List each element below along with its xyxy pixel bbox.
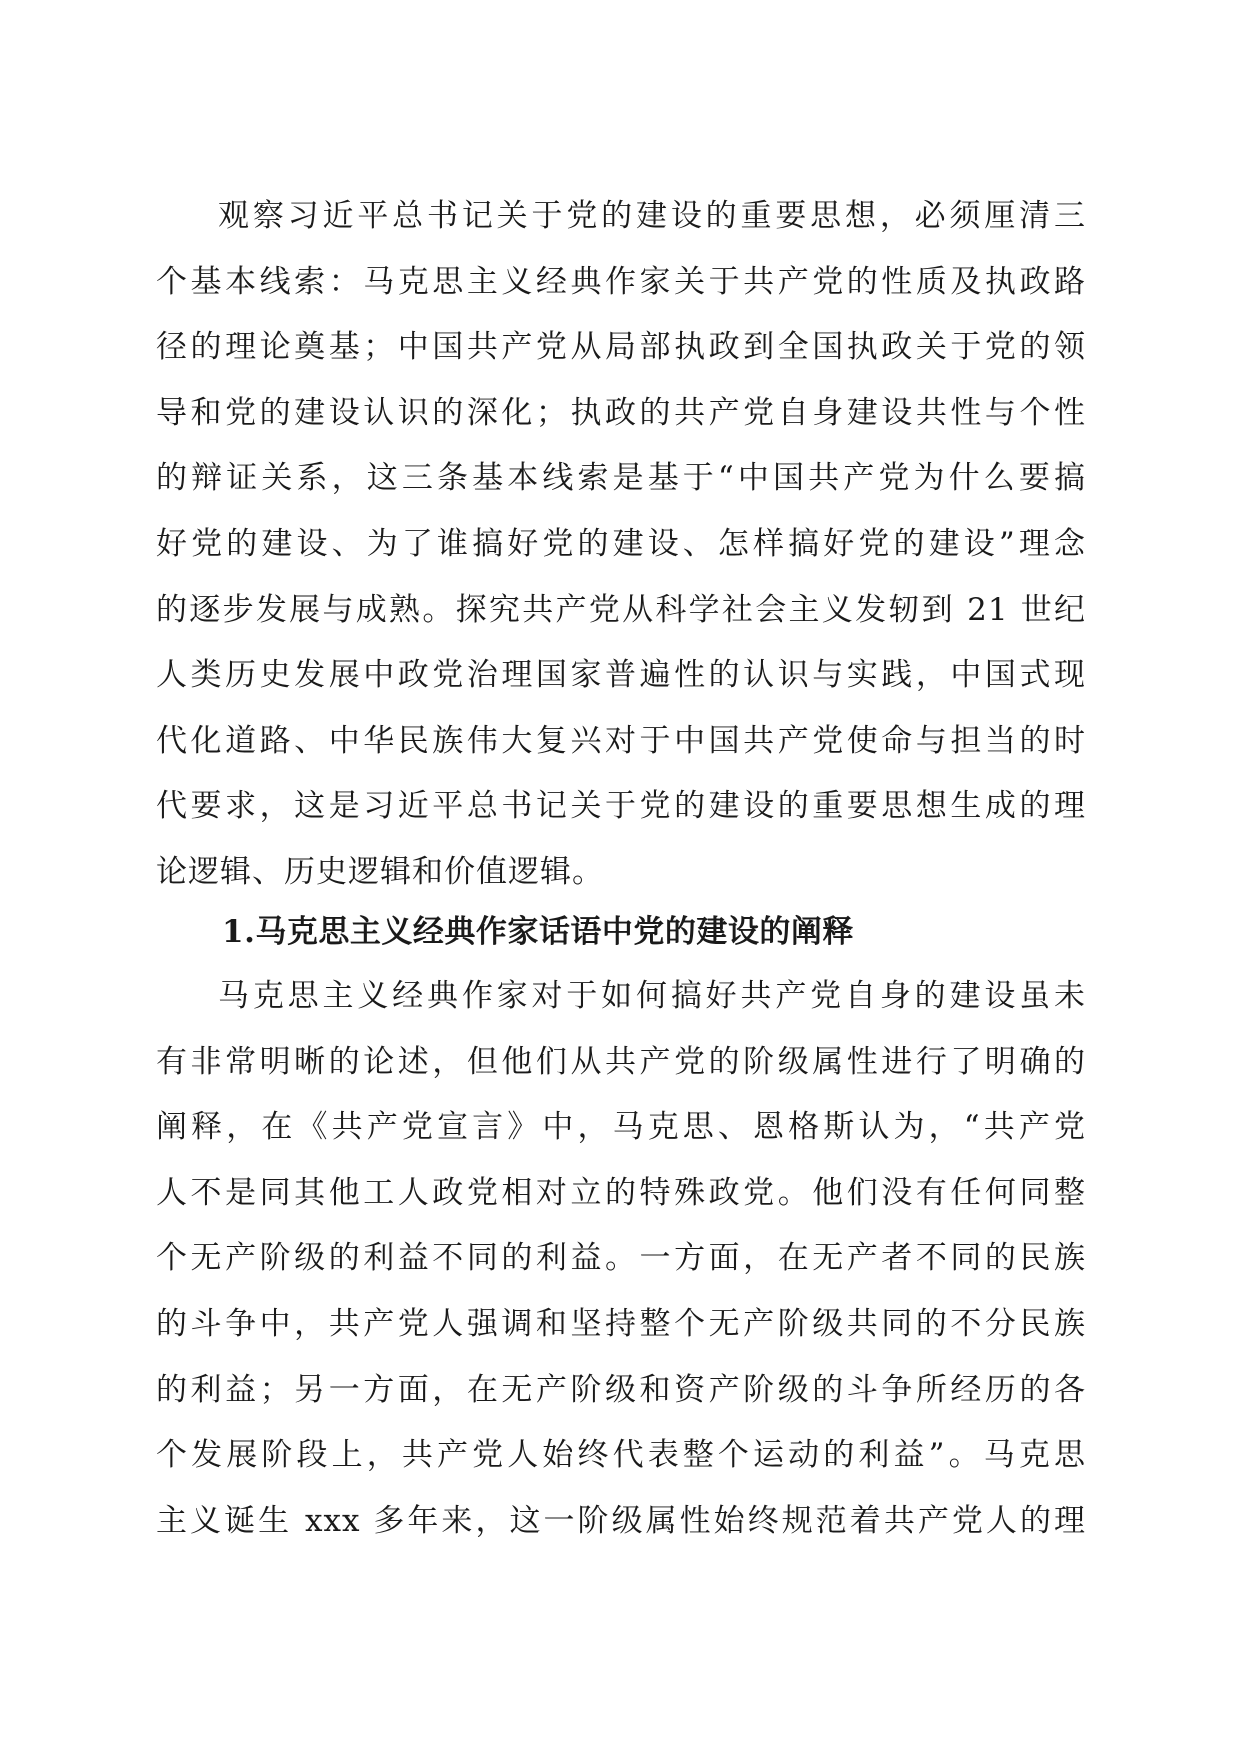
section-heading-container (156, 900, 1086, 966)
paragraph-line: 的利益；另一方面，在无产阶级和资产阶级的斗争所经历的各 (156, 1371, 1086, 1408)
paragraph-line: 径的理论奠基；中国共产党从局部执政到全国执政关于党的领 (156, 329, 1086, 366)
paragraph-line: 主义诞生 xxx 多年来，这一阶级属性始终规范着共产党人的理 (156, 1502, 1086, 1539)
paragraph-intro (156, 184, 1086, 906)
paragraph-line: 人不是同其他工人政党相对立的特殊政党。他们没有任何同整 (156, 1174, 1086, 1211)
paragraph-line: 的斗争中，共产党人强调和坚持整个无产阶级共同的不分民族 (156, 1305, 1086, 1342)
paragraph-line: 个基本线索：马克思主义经典作家关于共产党的性质及执政路 (156, 263, 1086, 300)
paragraph-line: 马克思主义经典作家对于如何搞好共产党自身的建设虽未 (218, 978, 1086, 1014)
paragraph-line: 导和党的建设认识的深化；执政的共产党自身建设共性与个性 (156, 394, 1086, 431)
section-heading: 1.马克思主义经典作家话语中党的建设的阐释 (222, 914, 854, 950)
paragraph-line: 的辩证关系，这三条基本线索是基于“中国共产党为什么要搞 (156, 460, 1086, 497)
paragraph-line: 好党的建设、为了谁搞好党的建设、怎样搞好党的建设”理念 (156, 525, 1086, 562)
paragraph-line: 阐释，在《共产党宣言》中，马克思、恩格斯认为，“共产党 (156, 1109, 1086, 1146)
paragraph-line: 个发展阶段上，共产党人始终代表整个运动的利益”。马克思 (156, 1437, 1086, 1474)
paragraph-line: 代化道路、中华民族伟大复兴对于中国共产党使命与担当的时 (156, 722, 1086, 759)
paragraph-line: 论逻辑、历史逻辑和价值逻辑。 (156, 853, 604, 890)
paragraph-line: 的逐步发展与成熟。探究共产党从科学社会主义发轫到 21 世纪 (156, 591, 1086, 628)
paragraph-marxist-classics (156, 964, 1086, 1554)
paragraph-line: 人类历史发展中政党治理国家普遍性的认识与实践，中国式现 (156, 657, 1086, 694)
paragraph-line: 有非常明晰的论述，但他们从共产党的阶级属性进行了明确的 (156, 1043, 1086, 1080)
paragraph-line: 代要求，这是习近平总书记关于党的建设的重要思想生成的理 (156, 788, 1086, 825)
paragraph-line: 观察习近平总书记关于党的建设的重要思想，必须厘清三 (218, 198, 1086, 234)
paragraph-line: 个无产阶级的利益不同的利益。一方面，在无产者不同的民族 (156, 1240, 1086, 1277)
